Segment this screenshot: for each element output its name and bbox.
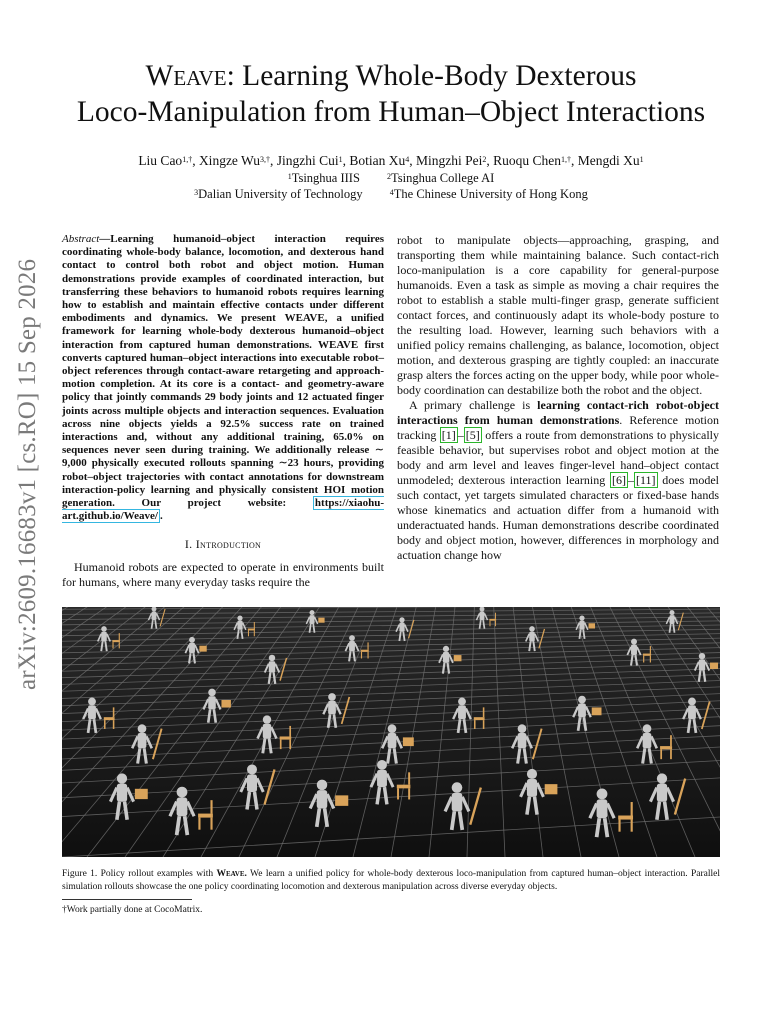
citation-11[interactable]: [11] <box>635 473 656 487</box>
abstract: Abstract—Learning humanoid–object interaction requires coordinating whole-body balance, locomotion, and dexterous hand contact to control both robot and object motion. Human demonstrations provide examples of coordinated interaction, but transferring these behaviors to humanoid robots requires learning how to establish and maintain effective contacts under different embodiments and dynamics. We present WEAVE, a unified framework for learning whole-body dexterous humanoid–object interaction from captured human demonstrations. WEAVE first converts captured human–object interactions into executable robot–object references through contact-aware retargeting and approach-motion completion. At its core is a contact- and geometry-aware policy that jointly commands 29 body joints and 12 actuated finger joints across multiple objects and interaction sequences. Evaluation across nine objects yields a 92.5% success rate on trained interactions and, without any additional training, 65.0% on sequences never seen during training. We additionally release ∼ 9,000 physically executed rollouts spanning ∼23 hours, providing robot–object trajectories with contact annotations for downstream interaction-policy learning and physically consistent HOI motion generation. Our project website: https://xiaohu-art.github.io/Weave/ . <box>62 233 384 523</box>
footnote: †Work partially done at CocoMatrix. <box>62 905 203 915</box>
abstract-text: —Learning humanoid–object interaction requires coordinating whole-body balance, locomotion, and dexterous hand contact to control both robot and object motion. Human demonstrations provide examples of coordinated interaction, but transferring these behaviors to humanoid robots requires learning how to establish and maintain effective contacts under different embodiments and dynamics. We present WEAVE, a unified framework for learning whole-body dexterous humanoid–object interaction from captured human demonstrations. WEAVE first converts captured human–object interactions into executable robot–object references through contact-aware retargeting and approach-motion completion. At its core is a contact- and geometry-aware policy that jointly commands 29 body joints and 12 actuated finger joints across multiple objects and interaction sequences. Evaluation across nine objects yields a 92.5% success rate on trained interactions and, without any additional training, 65.0% on sequences never seen during training. We additionally release ∼ 9,000 physically executed rollouts spanning ∼23 hours, providing robot–object trajectories with contact annotations for downstream interaction-policy learning and physically consistent HOI motion generation. Our project website: <box>62 233 384 510</box>
box-object <box>221 700 230 708</box>
box-object <box>589 623 596 628</box>
rollout-render <box>62 607 720 857</box>
intro-paragraph-left: Humanoid robots are expected to operate in environments built for humans, where many everyday tasks require the <box>62 560 384 590</box>
box-object <box>335 795 348 806</box>
paper-title <box>40 58 742 130</box>
box-object <box>318 618 324 623</box>
arxiv-identifier: arXiv:2609.16683v1 [cs.RO] 15 Sep 2026 <box>14 258 41 690</box>
affiliation-1: $^1$Tsinghua IIIS <box>287 171 360 185</box>
citation-5[interactable]: [5] <box>465 428 480 442</box>
project-website-link[interactable]: https://xiaohu-art.github.io/Weave/ <box>62 497 384 523</box>
title-method-name: Weave <box>145 60 227 92</box>
affiliation-4: $^4$The Chinese University of Hong Kong <box>389 187 588 201</box>
box-object <box>545 784 558 794</box>
author-list: Liu Cao$^{1,\dagger}$, Xingze $Wu^{3,\dagger}$, Jingzhi Cui$^1$, Botian Xu$^4$, Mingzhi Pei$^2$, Ruoqu Chen$^{1,\dagger}$, Mengdi Xu$^1$ <box>138 153 644 168</box>
box-object <box>454 655 462 661</box>
figure-1-rollouts <box>62 607 720 857</box>
intro-paragraph-2: A primary challenge is learning contact-rich robot-object interactions from human demonstrations. Reference motion tracking [1] – [5] offers a route from demonstrations to physically feasible behavior, but supervises robot and object motion at the body and arm level and leaves finger-level hand–object contact unmodeled; dexterous interaction learning [6] – [11] does model such contact, yet targets simulated characters or fixed-base hands whose kinematics and actuation differ from a humanoid with underactuated hands. Human demonstrations describe coordinated body and object motion, however, differences in morphology and actuation change how <box>397 398 719 562</box>
author-3: Jingzhi Cui$^1$ <box>276 153 343 168</box>
author-2: Xingze $Wu^{3,\dagger}$ <box>198 153 271 168</box>
box-object <box>199 646 206 652</box>
author-4: Botian Xu$^4$ <box>349 153 410 168</box>
author-1: Liu Cao$^{1,\dagger}$ <box>138 153 193 168</box>
right-column <box>397 233 719 563</box>
author-7: Mengdi Xu$^1$ <box>577 153 644 168</box>
section-heading-introduction: I. Introduction <box>184 537 262 552</box>
left-column <box>62 233 384 590</box>
citation-6[interactable]: [6] <box>611 473 626 487</box>
box-object <box>403 737 414 746</box>
intro-paragraph-1: robot to manipulate objects—approaching, grasping, and transporting them while maintaining balance. Such contact-rich loco-manipulation is a core capability for general-purpose humanoids. Even a task as simple as moving a chair requires the robot to establish a stable multi-finger grasp, generate sufficient contact forces, and continuously adapt its whole-body posture to the resulting load. However, learning such behaviors with a unified policy remains challenging, as balance, locomotion, object motion, and dexterous grasping are tightly coupled: an inaccurate grasp alters the forces acting on the upper body, while poor whole-body coordination can destabilize both the robot and the object. <box>397 233 719 397</box>
footnote-rule <box>62 899 192 900</box>
title-line2: Loco-Manipulation from Human–Object Interactions <box>76 96 706 128</box>
box-object <box>592 707 602 715</box>
abstract-label: Abstract <box>62 233 100 245</box>
figure-1-caption: Figure 1. Policy rollout examples with Weave. We learn a unified policy for whole-body dexterous loco-manipulation from captured human–object interaction. Parallel simulation rollouts showcase the one policy coordinating locomotion and dexterous manipulation across diverse everyday objects. <box>62 869 720 892</box>
box-object <box>710 663 718 669</box>
author-6: Ruoqu Chen$^{1,\dagger}$ <box>493 153 572 168</box>
citation-1[interactable]: [1] <box>441 428 456 442</box>
author-5: Mingzhi Pei$^2$ <box>416 153 487 168</box>
box-object <box>135 789 148 799</box>
affiliations-row1 <box>40 170 742 186</box>
affiliation-2: $^2$Tsinghua College AI <box>387 171 495 185</box>
title-line1: : Learning Whole-Body Dexterous <box>226 60 637 92</box>
affiliation-3: $^3$Dalian University of Technology <box>194 187 363 201</box>
affiliations-row2 <box>40 186 742 202</box>
